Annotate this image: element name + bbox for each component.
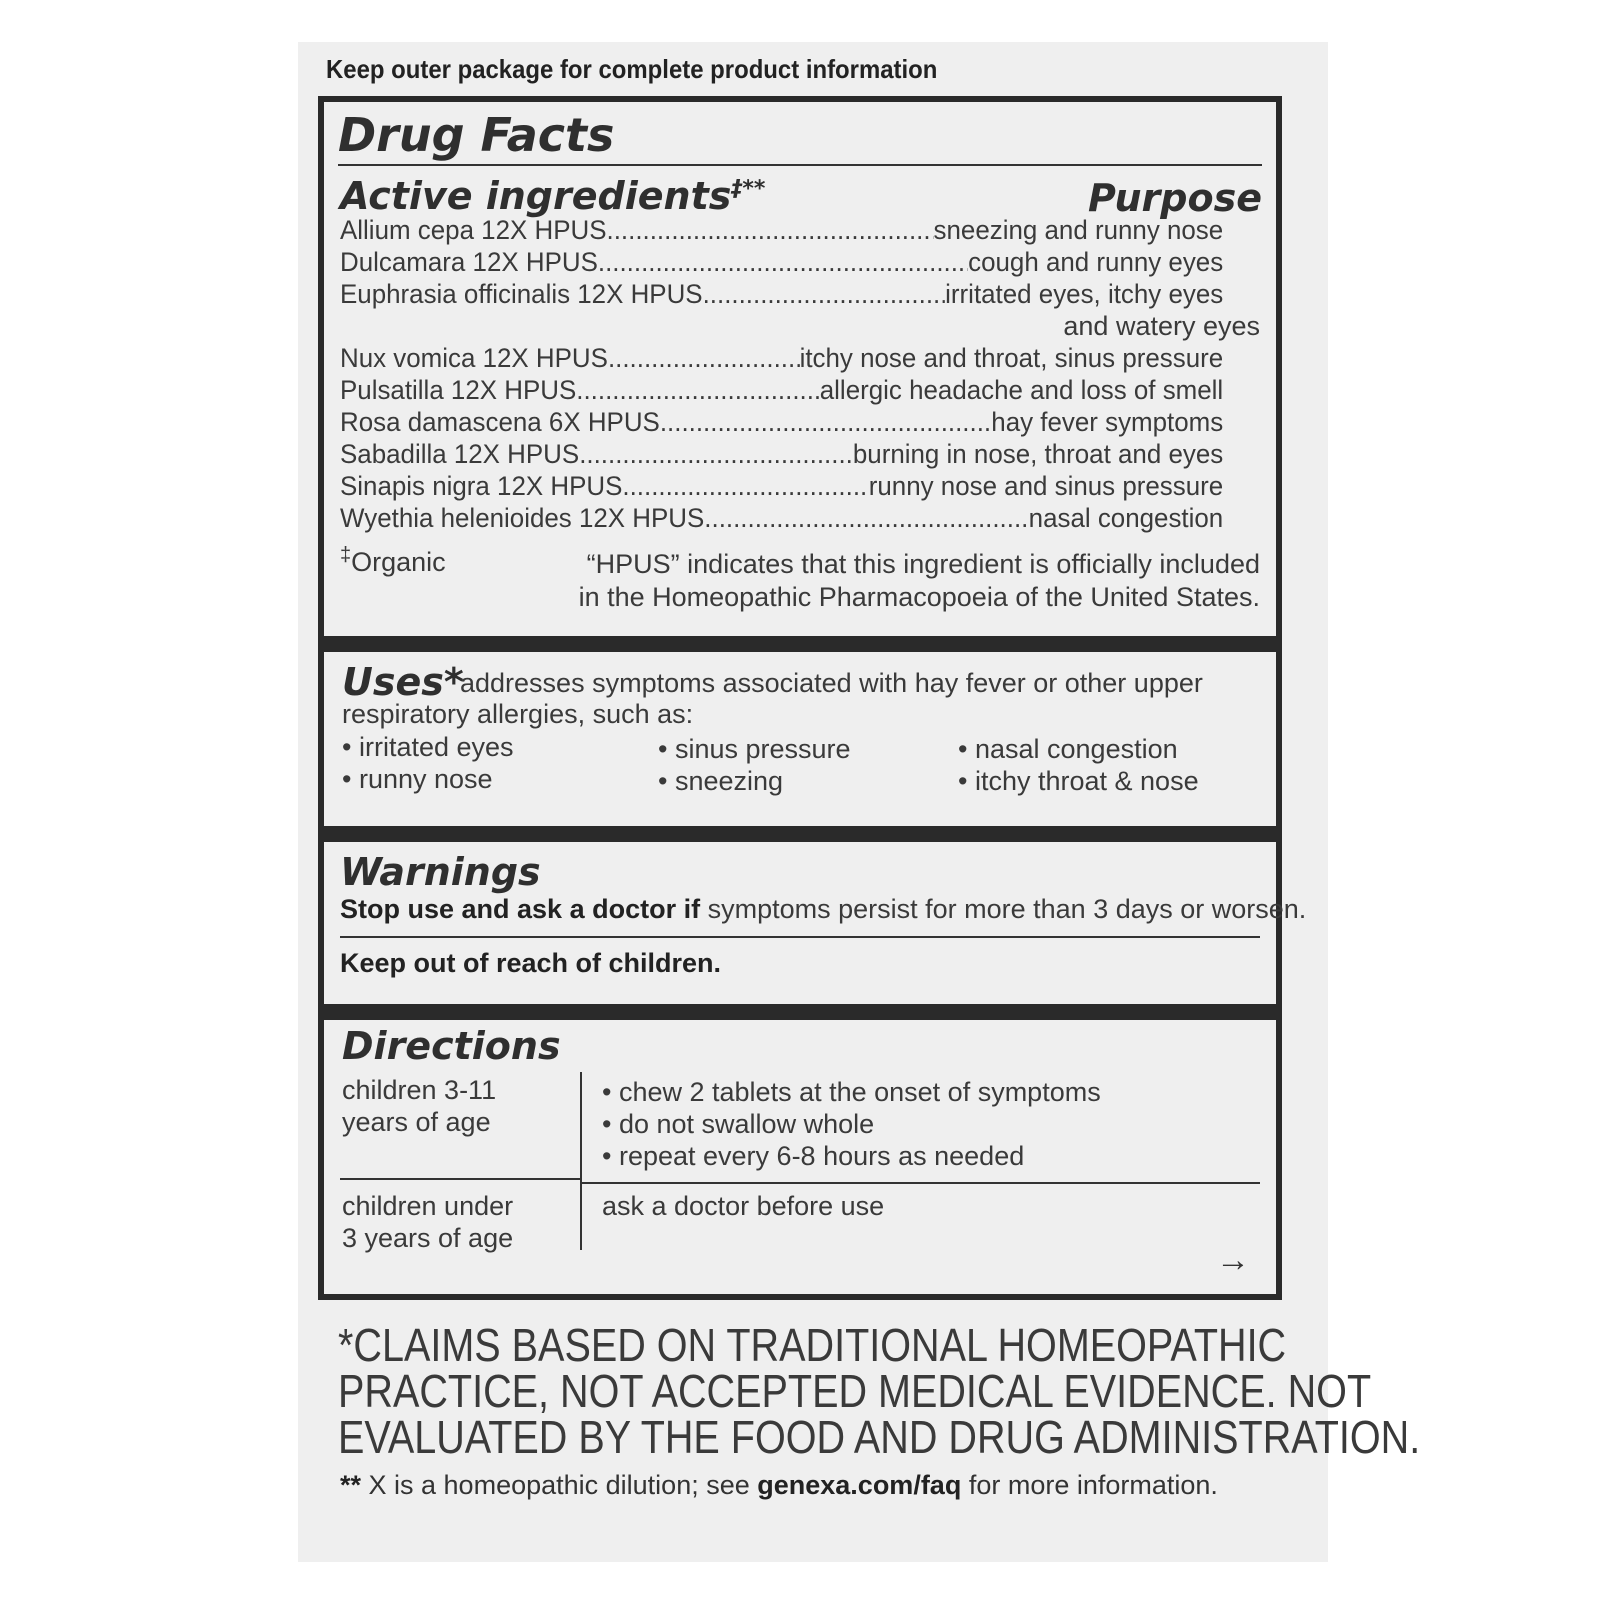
organic-mark: ‡ <box>340 544 352 566</box>
ingredient-row <box>340 502 1223 534</box>
drug-facts-box <box>318 96 1282 642</box>
age-group-label: children 3-11 <box>342 1075 497 1105</box>
uses-item-label: sinus pressure <box>674 734 851 764</box>
leader-dots <box>622 470 868 502</box>
uses-item-label: itchy throat & nose <box>974 766 1199 796</box>
age-group-label: children under <box>342 1191 514 1221</box>
stop-use-text <box>340 894 1306 925</box>
leader-dots <box>598 246 968 278</box>
active-ingredients-marks: ‡** <box>731 176 766 202</box>
ingredient-row <box>340 214 1223 246</box>
warnings-rule <box>340 936 1260 938</box>
title-rule <box>338 164 1262 166</box>
ingredient-purpose: burning in nose, throat and eyes <box>852 439 1224 469</box>
section-divider <box>324 1010 1276 1020</box>
dilution-text-end: for more information. <box>961 1470 1218 1500</box>
keep-package-notice: Keep outer package for complete product information <box>326 54 938 84</box>
uses-item: • sinus pressure <box>658 734 851 764</box>
warnings-heading: Warnings <box>340 850 541 894</box>
ask-doctor-text: ask a doctor before use <box>602 1191 885 1221</box>
organic-label: Organic <box>351 547 446 577</box>
ingredient-row <box>340 246 1223 278</box>
ingredient-purpose: runny nose and sinus pressure <box>868 471 1224 501</box>
uses-item-label: nasal congestion <box>974 734 1178 764</box>
ingredient-row <box>340 374 1223 406</box>
keep-out-of-reach: Keep out of reach of children. <box>340 948 722 978</box>
age-group-3-11 <box>342 1074 496 1138</box>
ingredient-row <box>340 438 1223 470</box>
uses-item: • runny nose <box>342 764 493 794</box>
section-divider <box>324 642 1276 652</box>
ingredient-purpose-continued: and watery eyes <box>1063 311 1260 341</box>
uses-item: • nasal congestion <box>958 734 1178 764</box>
leader-dots <box>607 214 934 246</box>
active-ingredients-label: Active ingredients <box>340 174 732 218</box>
stop-use-detail: symptoms persist for more than 3 days or worsen. <box>700 894 1307 924</box>
drug-facts-title: Drug Facts <box>338 108 615 162</box>
package-panel <box>298 42 1421 1562</box>
uses-item: • itchy throat & nose <box>958 766 1199 796</box>
ingredient-name: Rosa damascena 6X HPUS <box>340 407 660 437</box>
ingredient-purpose: sneezing and runny nose <box>933 215 1224 245</box>
ingredient-name: Nux vomica 12X HPUS <box>340 343 608 373</box>
directions-list <box>602 1076 1101 1172</box>
uses-heading: Uses* <box>342 660 464 704</box>
active-ingredients-heading <box>340 174 765 218</box>
ingredient-purpose: nasal congestion <box>1028 503 1224 533</box>
leader-dots <box>703 278 946 310</box>
direction-item-label: do not swallow whole <box>618 1109 875 1139</box>
claims-disclaimer <box>338 1319 1421 1463</box>
stop-use-bold: Stop use and ask a doctor if <box>340 894 701 924</box>
direction-item: • repeat every 6-8 hours as needed <box>602 1141 1025 1171</box>
dilution-note <box>340 1470 1218 1501</box>
uses-box <box>318 642 1282 832</box>
uses-text: addresses symptoms associated with hay fever or other upper respiratory allergies, such as: <box>342 668 1203 729</box>
ingredient-name: Dulcamara 12X HPUS <box>340 247 598 277</box>
ingredient-name: Pulsatilla 12X HPUS <box>340 375 577 405</box>
leader-dots <box>576 374 819 406</box>
directions-row-rule <box>340 1178 580 1180</box>
direction-item-label: repeat every 6-8 hours as needed <box>618 1141 1025 1171</box>
leader-dots <box>579 438 853 470</box>
ingredient-row <box>340 342 1223 374</box>
leader-dots <box>704 502 1028 534</box>
leader-dots <box>660 406 991 438</box>
ingredient-name: Allium cepa 12X HPUS <box>340 215 607 245</box>
uses-item-label: irritated eyes <box>358 732 514 762</box>
purpose-heading: Purpose <box>1088 176 1262 220</box>
claims-line: PRACTICE, NOT ACCEPTED MEDICAL EVIDENCE. NOT <box>338 1365 1372 1417</box>
uses-item: • irritated eyes <box>342 732 514 762</box>
age-group-label: 3 years of age <box>342 1223 514 1253</box>
ingredient-row <box>340 406 1223 438</box>
ingredient-row <box>340 470 1223 502</box>
directions-row-rule <box>580 1182 1260 1184</box>
directions-box <box>318 1010 1282 1300</box>
direction-item: • chew 2 tablets at the onset of symptoms <box>602 1077 1101 1107</box>
claims-line: *CLAIMS BASED ON TRADITIONAL HOMEOPATHIC <box>338 1319 1287 1371</box>
age-group-under-3 <box>342 1190 513 1254</box>
warnings-box <box>318 832 1307 1010</box>
hpus-note: “HPUS” indicates that this ingredient is officially included in the Homeopathic Pharmacopoeia of the United States. <box>578 549 1260 612</box>
direction-item-label: chew 2 tablets at the onset of symptoms <box>618 1077 1101 1107</box>
direction-item: • do not swallow whole <box>602 1109 875 1139</box>
organic-note <box>340 544 446 578</box>
ingredient-purpose: hay fever symptoms <box>991 407 1224 437</box>
uses-item-label: sneezing <box>674 766 784 796</box>
ingredient-name: Euphrasia officinalis 12X HPUS <box>340 279 703 309</box>
ingredient-purpose: irritated eyes, itchy eyes <box>945 279 1224 309</box>
section-divider <box>324 832 1276 842</box>
directions-heading: Directions <box>342 1024 561 1068</box>
ingredient-purpose: cough and runny eyes <box>968 247 1224 277</box>
age-group-label: years of age <box>342 1107 491 1137</box>
ingredient-purpose: itchy nose and throat, sinus pressure <box>799 343 1224 373</box>
directions-column-divider <box>580 1072 582 1250</box>
ingredient-purpose: allergic headache and loss of smell <box>819 375 1224 405</box>
ingredient-name: Sinapis nigra 12X HPUS <box>340 471 623 501</box>
ingredient-row <box>340 278 1223 310</box>
ingredient-name: Sabadilla 12X HPUS <box>340 439 580 469</box>
dilution-text: X is a homeopathic dilution; see <box>361 1470 758 1500</box>
uses-item: • sneezing <box>658 766 784 796</box>
faq-link[interactable]: genexa.com/faq <box>757 1470 962 1500</box>
continue-arrow-icon: → <box>1216 1241 1250 1279</box>
claims-line: EVALUATED BY THE FOOD AND DRUG ADMINISTRATION. <box>338 1411 1421 1463</box>
ingredient-name: Wyethia helenioides 12X HPUS <box>340 503 705 533</box>
leader-dots <box>608 342 800 374</box>
dilution-mark: ** <box>340 1470 362 1500</box>
uses-item-label: runny nose <box>358 764 493 794</box>
